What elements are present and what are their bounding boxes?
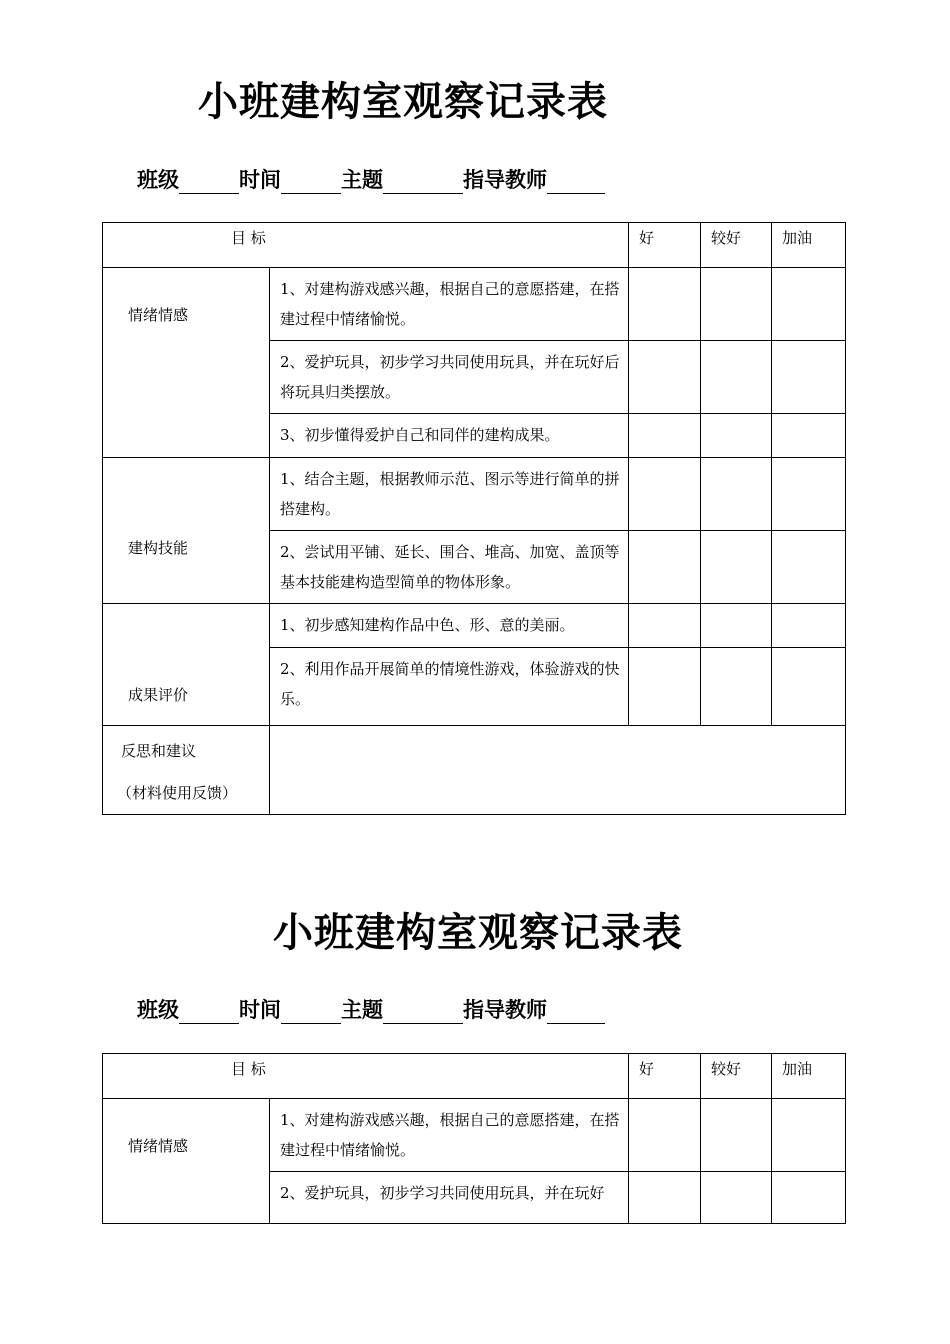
better-header: 较好 [701, 1054, 772, 1099]
rating-cell-cheer[interactable] [772, 531, 846, 604]
rating-cell-good[interactable] [629, 1172, 701, 1224]
theme-label: 主题 [341, 998, 383, 1022]
goal-item: 2、爱护玩具，初步学习共同使用玩具，并在玩好后将玩具归类摆放。 [270, 341, 629, 414]
rating-cell-good[interactable] [629, 268, 701, 341]
category-evaluation: 成果评价 [103, 604, 270, 726]
good-header: 好 [629, 223, 701, 268]
rating-cell-better[interactable] [701, 604, 772, 648]
sheet2-info-line [137, 994, 605, 1024]
sheet2-title: 小班建构室观察记录表 [273, 910, 683, 956]
table-header-row [103, 1054, 846, 1099]
table-header-row [103, 223, 846, 268]
rating-cell-better[interactable] [701, 1172, 772, 1224]
theme-blank[interactable] [383, 1001, 463, 1024]
sheet1-title: 小班建构室观察记录表 [198, 79, 608, 125]
table-row [103, 458, 846, 531]
table-row [103, 268, 846, 341]
rating-cell-better[interactable] [701, 414, 772, 458]
goal-item: 1、初步感知建构作品中色、形、意的美丽。 [270, 604, 629, 648]
goal-item: 3、初步懂得爱护自己和同伴的建构成果。 [270, 414, 629, 458]
goal-item: 2、利用作品开展简单的情境性游戏，体验游戏的快乐。 [270, 648, 629, 726]
reflection-input[interactable] [270, 726, 846, 815]
reflection-label [103, 726, 270, 815]
rating-cell-better[interactable] [701, 341, 772, 414]
rating-cell-cheer[interactable] [772, 268, 846, 341]
rating-cell-good[interactable] [629, 341, 701, 414]
time-blank[interactable] [281, 171, 341, 194]
teacher-blank[interactable] [547, 1001, 605, 1024]
rating-cell-cheer[interactable] [772, 1099, 846, 1172]
class-blank[interactable] [179, 171, 239, 194]
reflection-row [103, 726, 846, 815]
teacher-blank[interactable] [547, 171, 605, 194]
rating-cell-good[interactable] [629, 648, 701, 726]
rating-cell-good[interactable] [629, 458, 701, 531]
time-label: 时间 [239, 168, 281, 192]
goal-item: 1、对建构游戏感兴趣，根据自己的意愿搭建，在搭建过程中情绪愉悦。 [270, 268, 629, 341]
rating-cell-good[interactable] [629, 1099, 701, 1172]
time-blank[interactable] [281, 1001, 341, 1024]
teacher-label: 指导教师 [463, 998, 547, 1022]
goal-header: 目 标 [103, 223, 629, 268]
class-label: 班级 [137, 168, 179, 192]
category-emotion: 情绪情感 [103, 1099, 270, 1224]
rating-cell-better[interactable] [701, 268, 772, 341]
better-header: 较好 [701, 223, 772, 268]
goal-item: 2、尝试用平铺、延长、围合、堆高、加宽、盖顶等基本技能建构造型简单的物体形象。 [270, 531, 629, 604]
rating-cell-better[interactable] [701, 648, 772, 726]
theme-label: 主题 [341, 168, 383, 192]
category-emotion: 情绪情感 [103, 268, 270, 458]
time-label: 时间 [239, 998, 281, 1022]
reflection-title: 反思和建议 [121, 742, 197, 760]
good-header: 好 [629, 1054, 701, 1099]
rating-cell-good[interactable] [629, 604, 701, 648]
reflection-subtitle: （材料使用反馈） [117, 784, 238, 802]
rating-cell-cheer[interactable] [772, 458, 846, 531]
theme-blank[interactable] [383, 171, 463, 194]
table-row [103, 1099, 846, 1172]
sheet2-observation-table [102, 1053, 846, 1224]
rating-cell-better[interactable] [701, 531, 772, 604]
rating-cell-better[interactable] [701, 458, 772, 531]
teacher-label: 指导教师 [463, 168, 547, 192]
rating-cell-cheer[interactable] [772, 1172, 846, 1224]
category-skills: 建构技能 [103, 458, 270, 604]
table-row [103, 604, 846, 648]
goal-item: 1、结合主题，根据教师示范、图示等进行简单的拼搭建构。 [270, 458, 629, 531]
class-blank[interactable] [179, 1001, 239, 1024]
goal-item: 1、对建构游戏感兴趣，根据自己的意愿搭建，在搭建过程中情绪愉悦。 [270, 1099, 629, 1172]
sheet1-info-line [137, 164, 605, 194]
rating-cell-good[interactable] [629, 414, 701, 458]
goal-header: 目 标 [103, 1054, 629, 1099]
sheet1-observation-table [102, 222, 846, 815]
rating-cell-cheer[interactable] [772, 648, 846, 726]
rating-cell-cheer[interactable] [772, 414, 846, 458]
rating-cell-cheer[interactable] [772, 604, 846, 648]
cheer-header: 加油 [772, 1054, 846, 1099]
cheer-header: 加油 [772, 223, 846, 268]
class-label: 班级 [137, 998, 179, 1022]
rating-cell-good[interactable] [629, 531, 701, 604]
rating-cell-cheer[interactable] [772, 341, 846, 414]
goal-item: 2、爱护玩具，初步学习共同使用玩具，并在玩好 [270, 1172, 629, 1224]
rating-cell-better[interactable] [701, 1099, 772, 1172]
